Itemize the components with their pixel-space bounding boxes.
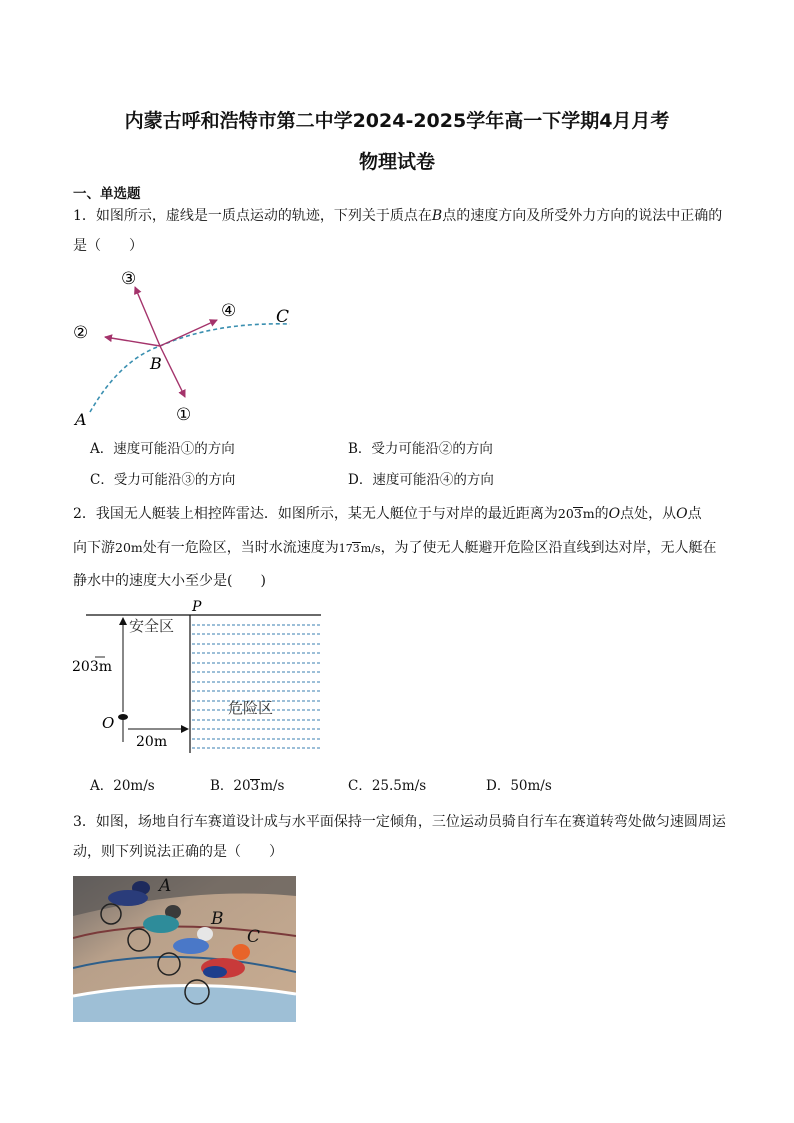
question-2-stem: 2．我国无人艇装上相控阵雷达．如图所示，某无人艇位于与对岸的最近距离为203m的O点处，从O点 <box>73 506 702 522</box>
arrow-1 <box>160 346 185 397</box>
document-title: 内蒙古呼和浩特市第二中学2024-2025学年高一下学期4月月考 <box>124 110 670 132</box>
question-1-stem: 1．如图所示，虚线是一质点运动的轨迹，下列关于质点在B点的速度方向及所受外力方向的说法中正确的 <box>73 208 723 224</box>
arrow-3 <box>135 287 160 346</box>
label-3: ③ <box>121 269 137 289</box>
q2-option-b: B．203m/s <box>210 778 285 794</box>
cycling-photo <box>73 876 296 1022</box>
q2-option-d: D．50m/s <box>486 778 552 794</box>
question-2-stem-line2: 向下游20m处有一危险区，当时水流速度为173m/s，为了使无人艇避开危险区沿直线到达对岸，无人艇在 <box>73 540 717 556</box>
label-distance-vertical: 203m <box>72 659 113 675</box>
q1-option-a: A．速度可能沿①的方向 <box>90 441 235 457</box>
label-2: ② <box>73 323 89 343</box>
label-20m: 20m <box>136 734 168 750</box>
question-1-stem-line2: 是（ ） <box>73 238 143 254</box>
q1-option-b: B．受力可能沿②的方向 <box>348 441 493 457</box>
label-1: ① <box>176 405 192 425</box>
q2-option-a: A．20m/s <box>90 778 155 794</box>
label-safe-zone: 安全区 <box>129 617 175 635</box>
river-diagram <box>68 596 326 758</box>
label-b: B <box>150 354 162 373</box>
label-p: P <box>192 599 202 615</box>
q2-option-c: C．25.5m/s <box>348 778 427 794</box>
label-danger-zone: 危险区 <box>228 699 274 717</box>
label-4: ④ <box>221 301 237 321</box>
question-3-stem-line2: 动，则下列说法正确的是（ ） <box>73 844 283 860</box>
photo-label-b: B <box>211 909 224 929</box>
trajectory-diagram <box>65 260 305 435</box>
arrow-2 <box>105 337 160 346</box>
question-2-stem-line3: 静水中的速度大小至少是( ) <box>73 573 266 589</box>
label-o: O <box>102 714 115 732</box>
question-3-stem: 3．如图，场地自行车赛道设计成与水平面保持一定倾角，三位运动员骑自行车在赛道转弯处做匀速圆周运 <box>73 814 726 830</box>
boat-marker <box>118 714 128 720</box>
photo-label-c: C <box>247 927 261 947</box>
label-c: C <box>276 307 290 327</box>
document-subtitle: 物理试卷 <box>358 151 435 173</box>
label-a: A <box>75 410 87 429</box>
trajectory-path <box>90 324 290 412</box>
photo-label-a: A <box>159 876 172 896</box>
section-title: 一、单选题 <box>73 186 141 202</box>
arrow-4 <box>160 320 217 346</box>
q1-option-d: D．速度可能沿④的方向 <box>348 472 494 488</box>
q1-option-c: C．受力可能沿③的方向 <box>90 472 236 488</box>
